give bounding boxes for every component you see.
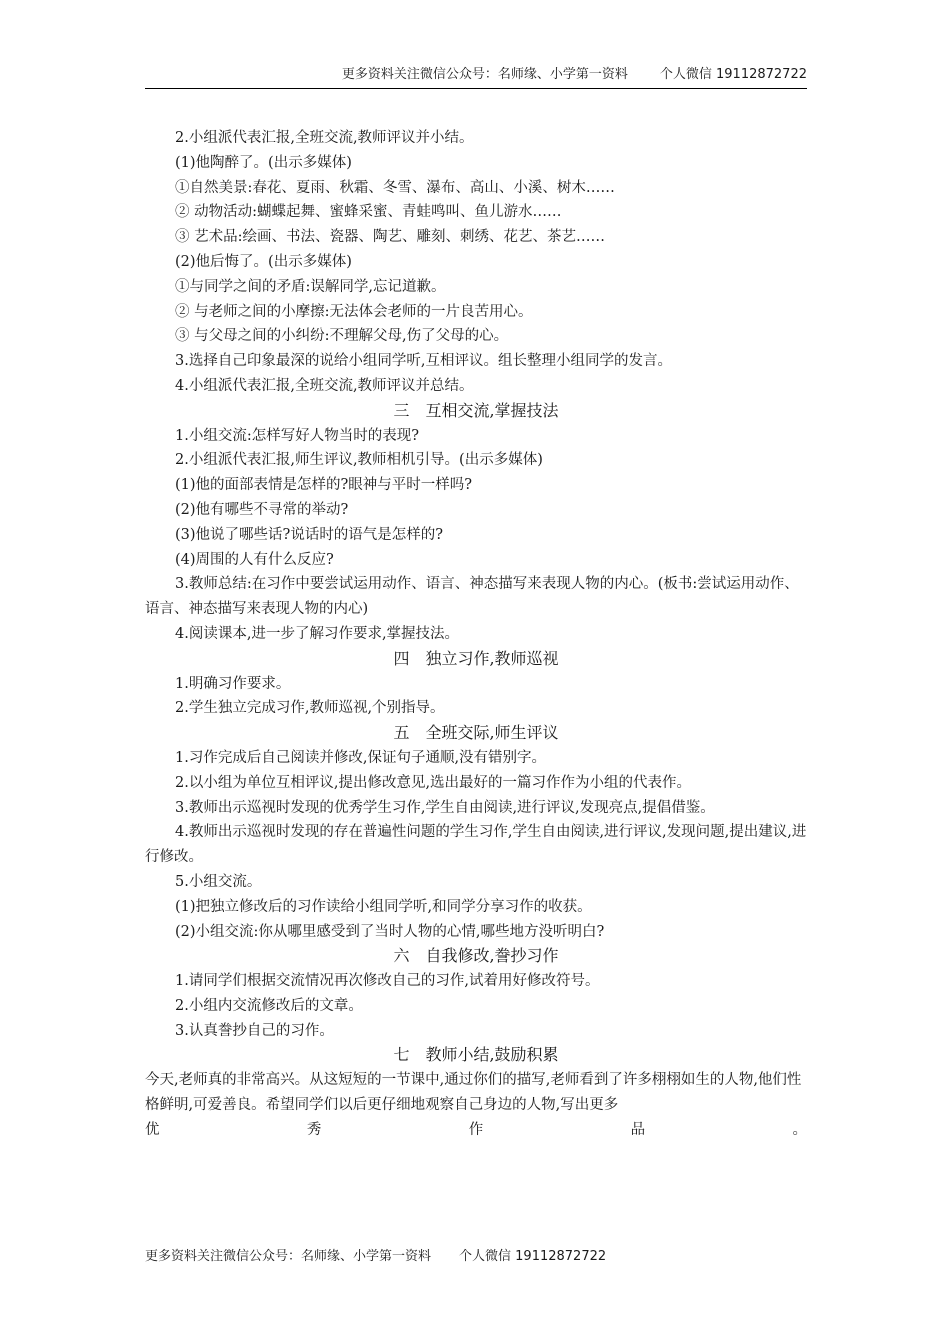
text-line: ② 与老师之间的小摩擦:无法体会老师的一片良苦用心。 (175, 303, 533, 320)
text-line: 4.阅读课本,进一步了解习作要求,掌握技法。 (175, 625, 460, 642)
text-line: (2)他后悔了。(出示多媒体) (175, 253, 352, 270)
closing-char: 优 (145, 1121, 160, 1138)
section-title: 独立习作,教师巡视 (425, 648, 559, 668)
text-line: 2.以小组为单位互相评议,提出修改意见,选出最好的一篇习作作为小组的代表作。 (175, 774, 692, 791)
section-number: 七 (393, 1045, 410, 1065)
footer-text: 更多资料关注微信公众号：名师缘、小学第一资料 (145, 1249, 432, 1264)
text-line: 3.认真誊抄自己的习作。 (175, 1022, 334, 1039)
document-body (145, 126, 807, 1143)
text-line: (4)周围的人有什么反应? (175, 551, 334, 568)
section-number: 三 (393, 400, 410, 420)
text-line: 3.教师出示巡视时发现的优秀学生习作,学生自由阅读,进行评议,发现亮点,提倡借鉴。 (175, 799, 715, 816)
text-line: 1.请同学们根据交流情况再次修改自己的习作,试着用好修改符号。 (175, 973, 600, 990)
text-line: ③ 与父母之间的小纠纷:不理解父母,伤了父母的心。 (175, 328, 509, 345)
section-title: 全班交际,师生评议 (425, 723, 559, 743)
text-paragraph: 4.教师出示巡视时发现的存在普遍性问题的学生习作,学生自由阅读,进行评议,发现问题,提出建议,进行修改。 (145, 824, 807, 866)
page-header (145, 66, 807, 89)
text-line: (1)他陶醉了。(出示多媒体) (175, 154, 352, 171)
text-line: (1)把独立修改后的习作读给小组同学听,和同学分享习作的收获。 (175, 898, 592, 915)
closing-char: 。 (792, 1121, 807, 1138)
text-line: 4.小组派代表汇报,全班交流,教师评议并总结。 (175, 377, 474, 394)
section-title: 自我修改,誊抄习作 (425, 946, 559, 966)
text-line: 2.学生独立完成习作,教师巡视,个别指导。 (175, 700, 445, 717)
text-line: ①自然美景:春花、夏雨、秋霜、冬雪、瀑布、高山、小溪、树木…… (175, 179, 615, 196)
closing-last-line (145, 1118, 807, 1143)
page-footer (145, 1245, 606, 1264)
text-line: 1.明确习作要求。 (175, 675, 291, 692)
text-line: 3.选择自己印象最深的说给小组同学听,互相评议。组长整理小组同学的发言。 (175, 353, 672, 370)
section-number: 四 (393, 648, 410, 668)
closing-char: 品 (630, 1121, 646, 1138)
section-heading-5 (145, 721, 807, 746)
header-text: 更多资料关注微信公众号：名师缘、小学第一资料 (341, 67, 628, 82)
text-line: 2.小组内交流修改后的文章。 (175, 997, 363, 1014)
text-line: (1)他的面部表情是怎样的?眼神与平时一样吗? (175, 477, 473, 494)
section-heading-6 (145, 944, 807, 969)
footer-wechat: 个人微信 19112872722 (459, 1249, 607, 1264)
text-line: ② 动物活动:蝴蝶起舞、蜜蜂采蜜、青蛙鸣叫、鱼儿游水…… (175, 204, 562, 221)
closing-char: 秀 (306, 1121, 322, 1138)
section-heading-3 (145, 399, 807, 424)
text-line: (2)他有哪些不寻常的举动? (175, 501, 349, 518)
text-line: 2.小组派代表汇报,师生评议,教师相机引导。(出示多媒体) (175, 452, 543, 469)
section-number: 五 (393, 723, 410, 743)
section-heading-7 (145, 1043, 807, 1068)
text-line: 2.小组派代表汇报,全班交流,教师评议并小结。 (175, 130, 474, 146)
summary-paragraph: 3.教师总结:在习作中要尝试运用动作、语言、神态描写来表现人物的内心。(板书:尝试运用动作、语言、神态描写来表现人物的内心) (145, 576, 799, 618)
text-line: ③ 艺术品:绘画、书法、瓷器、陶艺、雕刻、刺绣、花艺、茶艺…… (175, 229, 605, 246)
text-line: 1.小组交流:怎样写好人物当时的表现? (175, 427, 419, 444)
text-line: 5.小组交流。 (175, 873, 262, 890)
closing-paragraph: 今天,老师真的非常高兴。从这短短的一节课中,通过你们的描写,老师看到了许多栩栩如生的人物,他们性格鲜明,可爱善良。希望同学们以后更仔细地观察自己身边的人物,写出更多 (145, 1072, 802, 1114)
closing-char: 作 (468, 1121, 484, 1138)
text-line: (3)他说了哪些话?说话时的语气是怎样的? (175, 526, 444, 543)
section-title: 互相交流,掌握技法 (425, 400, 559, 420)
text-line: ①与同学之间的矛盾:误解同学,忘记道歉。 (175, 278, 446, 295)
text-line: (2)小组交流:你从哪里感受到了当时人物的心情,哪些地方没听明白? (175, 923, 605, 940)
text-line: 1.习作完成后自己阅读并修改,保证句子通顺,没有错别字。 (175, 749, 547, 766)
section-title: 教师小结,鼓励积累 (425, 1045, 559, 1065)
header-wechat: 个人微信 19112872722 (659, 67, 807, 82)
section-number: 六 (393, 946, 410, 966)
section-heading-4 (145, 647, 807, 672)
